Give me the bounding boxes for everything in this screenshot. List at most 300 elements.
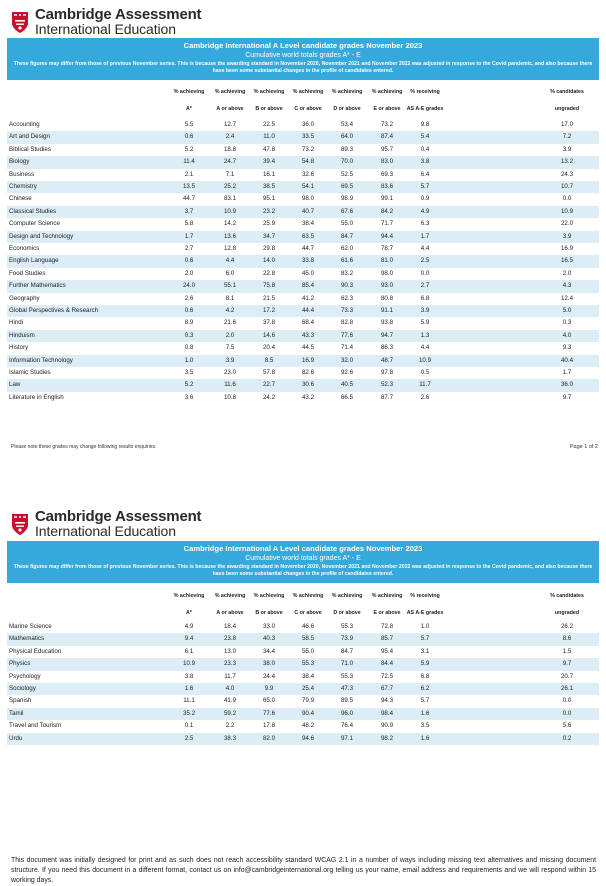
grade-percentage: 3.7	[184, 207, 194, 215]
column-header-line2: ungraded	[554, 610, 580, 616]
grade-percentage: 17.2	[262, 307, 276, 314]
page-number: Page 1 of 2	[569, 444, 598, 450]
grade-percentage: 34.7	[262, 232, 276, 240]
grade-percentage: 7.1	[225, 170, 235, 178]
grade-percentage: 6.2	[420, 685, 430, 692]
grade-percentage: 44.7	[301, 245, 315, 252]
column-header-line1: % achieving	[331, 593, 363, 599]
grade-percentage: 14.0	[262, 257, 276, 265]
grade-percentage: 14.2	[223, 220, 237, 228]
grade-percentage: 67.6	[340, 207, 354, 215]
grade-percentage: 85.7	[380, 635, 394, 643]
grade-percentage: 6.8	[420, 294, 430, 302]
table-row	[7, 708, 599, 720]
column-headers	[0, 592, 606, 622]
grade-percentage: 65.0	[262, 697, 276, 705]
table-row	[7, 355, 599, 367]
grade-percentage: 9.7	[562, 660, 572, 668]
grade-percentage: 9.3	[562, 344, 572, 352]
grade-percentage: 54.1	[301, 183, 315, 190]
subject-name: Urdu	[9, 734, 23, 742]
grade-percentage: 40.4	[560, 356, 574, 364]
grade-percentage: 25.4	[301, 685, 315, 692]
grade-percentage: 33.8	[301, 257, 315, 265]
grade-percentage: 0.6	[184, 307, 194, 314]
subject-name: Computer Science	[9, 220, 60, 228]
grade-percentage: 81.0	[380, 257, 394, 265]
grade-percentage: 10.7	[560, 183, 574, 190]
grade-percentage: 55.3	[301, 660, 315, 668]
grade-percentage: 82.6	[301, 369, 315, 376]
grade-percentage: 2.7	[184, 245, 194, 252]
table-row	[7, 392, 599, 404]
grade-percentage: 40.5	[340, 381, 354, 389]
grade-percentage: 93.0	[380, 282, 394, 290]
grade-percentage: 4.0	[225, 685, 235, 692]
grade-percentage: 5.9	[420, 319, 430, 327]
grade-percentage: 38.3	[223, 734, 237, 742]
grade-percentage: 1.7	[420, 232, 430, 240]
grade-percentage: 17.0	[560, 121, 574, 128]
subject-name: Law	[9, 381, 21, 389]
grade-percentage: 24.0	[182, 282, 196, 290]
table-row	[7, 621, 599, 633]
column-header-line2: AS A-E grades	[406, 610, 444, 616]
subject-name: Physical Education	[9, 647, 62, 655]
grade-percentage: 44.7	[182, 195, 196, 203]
column-header-line1: % achieving	[331, 89, 363, 95]
grade-percentage: 71.0	[340, 660, 354, 668]
grade-percentage: 40.7	[301, 207, 315, 215]
cambridge-shield-icon	[11, 513, 29, 536]
grade-percentage: 12.7	[223, 121, 237, 128]
table-row	[7, 646, 599, 658]
grade-percentage: 9.9	[264, 685, 274, 692]
table-row	[7, 243, 599, 255]
column-header-line1: % candidates	[550, 89, 584, 95]
grade-percentage: 10.9	[223, 207, 237, 215]
grade-percentage: 87.4	[380, 133, 394, 141]
grade-percentage: 82.0	[262, 734, 276, 742]
grade-percentage: 0.2	[562, 734, 572, 742]
column-header-line2: C or above	[294, 610, 322, 616]
grade-percentage: 95.4	[380, 647, 394, 655]
column-header-line2: A or above	[216, 106, 244, 112]
grade-percentage: 14.6	[262, 331, 276, 339]
grade-percentage: 75.8	[262, 282, 276, 290]
subject-name: Classical Studies	[9, 207, 57, 215]
grade-percentage: 40.3	[262, 635, 276, 643]
grade-percentage: 62.3	[340, 294, 354, 302]
grade-percentage: 55.3	[340, 623, 354, 630]
subject-name: Islamic Studies	[9, 369, 51, 376]
table-row	[7, 658, 599, 670]
grade-percentage: 46.6	[301, 623, 315, 630]
grade-percentage: 69.3	[380, 170, 394, 178]
table-row	[7, 330, 599, 342]
table-row	[7, 255, 599, 267]
subject-name: Art and Design	[9, 133, 50, 141]
grade-percentage: 0.1	[184, 722, 194, 730]
grade-percentage: 68.4	[301, 319, 315, 327]
grade-percentage: 5.7	[420, 697, 430, 705]
table-row	[7, 206, 599, 218]
grade-percentage: 0.8	[184, 344, 194, 352]
table-row	[7, 733, 599, 745]
table-row	[7, 156, 599, 168]
grade-percentage: 73.3	[340, 307, 354, 314]
table-row	[7, 231, 599, 243]
grade-percentage: 9.4	[184, 635, 194, 643]
report-title: Cambridge International A Level candidate grades November 2023	[183, 41, 423, 50]
grade-percentage: 59.2	[223, 709, 237, 717]
grade-percentage: 61.6	[340, 257, 354, 265]
table-row	[7, 695, 599, 707]
grade-percentage: 38.4	[301, 220, 315, 228]
column-header-line2: E or above	[373, 610, 401, 616]
grade-percentage: 67.7	[380, 685, 394, 692]
grade-percentage: 5.6	[562, 722, 572, 730]
grade-percentage: 1.6	[420, 709, 430, 717]
grade-percentage: 8.6	[562, 635, 572, 643]
grade-percentage: 98.0	[380, 269, 394, 277]
column-headers	[0, 88, 606, 118]
grade-percentage: 94.3	[380, 697, 394, 705]
grade-percentage: 44.5	[301, 344, 315, 352]
column-header-line2: A*	[186, 106, 192, 112]
cambridge-shield-icon	[11, 11, 29, 34]
grade-percentage: 35.2	[182, 709, 196, 717]
grade-percentage: 95.7	[380, 145, 394, 153]
grade-percentage: 38.5	[262, 183, 276, 190]
grade-percentage: 52.3	[380, 381, 394, 389]
grade-percentage: 25.9	[262, 220, 276, 228]
column-header-line2: A or above	[216, 610, 244, 616]
grade-percentage: 16.1	[262, 170, 276, 178]
grade-percentage: 99.1	[380, 195, 394, 203]
subject-name: Literature in English	[9, 393, 64, 401]
grade-percentage: 11.6	[224, 381, 236, 389]
grade-percentage: 62.0	[340, 245, 354, 252]
column-header-line2: D or above	[333, 106, 361, 112]
table-row	[7, 317, 599, 329]
grade-percentage: 1.5	[562, 647, 572, 655]
grade-percentage: 0.3	[562, 319, 572, 327]
grade-percentage: 4.4	[420, 344, 430, 352]
subject-name: Travel and Tourism	[9, 722, 62, 730]
grade-percentage: 18.4	[223, 623, 237, 630]
grade-percentage: 2.0	[184, 269, 194, 277]
column-header-line1: % candidates	[550, 593, 584, 599]
subject-name: Spanish	[9, 697, 32, 705]
grade-percentage: 26.2	[560, 623, 574, 630]
subject-name: Economics	[9, 245, 40, 252]
table-row	[7, 671, 599, 683]
grade-percentage: 1.3	[420, 331, 430, 339]
subject-name: Mathematics	[9, 635, 45, 643]
column-header-line2: E or above	[373, 106, 401, 112]
grade-percentage: 29.8	[262, 245, 276, 252]
grade-percentage: 73.2	[380, 121, 394, 128]
grade-percentage: 1.6	[420, 734, 430, 742]
table-row	[7, 305, 599, 317]
column-header-line1: % achieving	[214, 89, 246, 95]
grade-percentage: 1.7	[184, 232, 194, 240]
grade-percentage: 13.0	[223, 647, 237, 655]
report-subtitle: Cumulative world totals grades A* - E	[245, 555, 361, 562]
grade-percentage: 66.5	[340, 393, 354, 401]
grade-percentage: 98.9	[340, 195, 354, 203]
grade-percentage: 92.6	[340, 369, 354, 376]
grade-percentage: 57.8	[262, 369, 276, 376]
grade-percentage: 33.5	[301, 133, 315, 141]
grade-percentage: 6.0	[225, 269, 235, 277]
subject-name: Biology	[9, 158, 30, 166]
grade-percentage: 82.8	[340, 319, 354, 327]
grade-percentage: 83.2	[340, 269, 354, 277]
grade-percentage: 13.6	[223, 232, 237, 240]
grade-percentage: 94.6	[301, 734, 315, 742]
grade-percentage: 89.3	[340, 145, 354, 153]
grade-percentage: 94.4	[380, 232, 394, 240]
table-row	[7, 379, 599, 391]
table-row	[7, 268, 599, 280]
grade-percentage: 71.7	[380, 220, 394, 228]
column-header-line2: ungraded	[554, 106, 580, 112]
grade-percentage: 11.7	[419, 381, 431, 389]
report-banner	[7, 541, 599, 583]
grade-percentage: 22.5	[262, 121, 276, 128]
grade-percentage: 0.9	[420, 195, 430, 203]
grade-percentage: 72.5	[380, 672, 394, 680]
grade-percentage: 23.3	[223, 660, 237, 668]
grade-percentage: 4.3	[562, 282, 572, 290]
grade-percentage: 37.8	[262, 319, 276, 327]
column-header-line1: % achieving	[214, 593, 246, 599]
column-header-line2: A*	[186, 610, 192, 616]
cambridge-logo	[11, 509, 201, 539]
grade-percentage: 84.4	[380, 660, 394, 668]
table-row	[7, 293, 599, 305]
grade-percentage: 55.3	[340, 672, 354, 680]
subject-name: Chinese	[9, 195, 32, 203]
column-header-line1: % achieving	[371, 593, 403, 599]
grade-percentage: 4.4	[420, 245, 430, 252]
grade-percentage: 32.6	[301, 170, 315, 178]
subject-name: Global Perspectives & Research	[9, 307, 99, 314]
table-row	[7, 181, 599, 193]
grade-percentage: 1.0	[420, 623, 430, 630]
grade-percentage: 97.8	[380, 369, 394, 376]
grade-percentage: 21.6	[223, 319, 237, 327]
grade-percentage: 2.5	[184, 734, 194, 742]
grade-percentage: 48.2	[301, 722, 315, 730]
grade-percentage: 0.0	[562, 709, 572, 717]
grade-percentage: 3.5	[420, 722, 430, 730]
grade-percentage: 11.7	[224, 672, 236, 680]
grade-percentage: 98.2	[380, 734, 394, 742]
grade-percentage: 2.2	[225, 722, 235, 730]
subject-name: Geography	[9, 294, 40, 302]
grade-percentage: 48.7	[380, 356, 394, 364]
grade-percentage: 93.8	[380, 319, 394, 327]
grade-percentage: 12.8	[223, 245, 237, 252]
column-header-line1: % achieving	[253, 593, 285, 599]
grade-percentage: 84.2	[380, 207, 394, 215]
grade-percentage: 0.0	[562, 195, 572, 203]
grade-percentage: 97.1	[340, 734, 354, 742]
grade-percentage: 2.7	[420, 282, 430, 290]
grade-percentage: 90.3	[340, 282, 354, 290]
table-row	[7, 342, 599, 354]
grade-percentage: 2.4	[225, 133, 235, 141]
grade-percentage: 39.4	[262, 158, 276, 166]
subject-name: Business	[9, 170, 35, 178]
grade-percentage: 2.5	[420, 257, 430, 265]
grade-percentage: 16.9	[301, 356, 315, 364]
grade-percentage: 3.1	[420, 647, 430, 655]
grade-percentage: 16.9	[560, 245, 574, 252]
grade-percentage: 7.5	[225, 344, 235, 352]
grade-percentage: 41.2	[301, 294, 315, 302]
grade-percentage: 1.6	[184, 685, 194, 692]
report-title: Cambridge International A Level candidate grades November 2023	[183, 544, 423, 553]
grade-percentage: 20.4	[262, 344, 276, 352]
grade-percentage: 2.6	[184, 294, 194, 302]
subject-name: Hindi	[9, 319, 24, 327]
report-note: These figures may differ from those of previous November series. This is because the awarding standard in November 2020, November 2021 and November 2022 was adjusted in response to the Covid pandemic, and also because there have been some substantial changes in the profile of candidates entered.	[13, 61, 593, 74]
grade-percentage: 70.0	[340, 158, 354, 166]
grade-percentage: 20.7	[560, 672, 574, 680]
grade-percentage: 98.4	[380, 709, 394, 717]
grade-percentage: 18.8	[223, 145, 237, 153]
column-header-line1: % receiving	[410, 89, 440, 95]
cambridge-logo	[11, 7, 201, 37]
grade-percentage: 36.0	[301, 121, 315, 128]
grade-percentage: 91.1	[380, 307, 394, 314]
grade-percentage: 3.9	[562, 232, 572, 240]
grade-percentage: 63.5	[301, 232, 315, 240]
subject-name: Chemistry	[9, 183, 37, 190]
grade-percentage: 10.9	[560, 207, 574, 215]
grade-percentage: 47.3	[340, 685, 354, 692]
grade-percentage: 23.2	[262, 207, 276, 215]
grade-percentage: 89.5	[340, 697, 354, 705]
grade-percentage: 22.8	[262, 269, 276, 277]
grade-percentage: 79.9	[301, 697, 315, 705]
results-page-2	[0, 500, 606, 884]
grade-percentage: 95.1	[262, 195, 276, 203]
grade-percentage: 13.2	[560, 158, 574, 166]
subject-name: English Language	[9, 257, 59, 265]
subject-name: Physics	[9, 660, 31, 668]
grade-percentage: 5.0	[562, 307, 572, 314]
grade-percentage: 55.0	[301, 647, 315, 655]
grade-percentage: 33.0	[262, 623, 276, 630]
column-header-line1: % achieving	[173, 89, 205, 95]
grade-percentage: 11.4	[183, 158, 195, 166]
grade-percentage: 26.1	[560, 685, 574, 692]
table-row	[7, 169, 599, 181]
grade-percentage: 90.9	[380, 722, 394, 730]
grade-percentage: 4.4	[225, 257, 235, 265]
grade-percentage: 3.6	[184, 393, 194, 401]
org-name-line2: International Education	[35, 21, 176, 37]
column-header-line2: AS A-E grades	[406, 106, 444, 112]
grade-percentage: 3.8	[184, 672, 194, 680]
grade-percentage: 11.1	[183, 697, 195, 705]
grade-percentage: 3.9	[225, 356, 235, 364]
grade-percentage: 10.9	[418, 356, 432, 364]
grade-percentage: 2.0	[562, 269, 572, 277]
grade-percentage: 5.2	[184, 381, 194, 389]
table-row	[7, 367, 599, 379]
grade-percentage: 0.5	[420, 369, 430, 376]
grade-percentage: 4.2	[225, 307, 235, 314]
table-row	[7, 633, 599, 645]
column-header-line2: B or above	[255, 610, 283, 616]
grade-percentage: 52.5	[340, 170, 354, 178]
grade-percentage: 54.8	[301, 158, 315, 166]
grade-percentage: 84.7	[340, 647, 354, 655]
grade-percentage: 55.0	[340, 220, 354, 228]
grade-percentage: 43.3	[301, 331, 315, 339]
grade-percentage: 23.8	[223, 635, 237, 643]
table-row	[7, 720, 599, 732]
grade-percentage: 24.4	[262, 672, 276, 680]
grade-percentage: 83.0	[380, 158, 394, 166]
grade-percentage: 43.2	[301, 393, 315, 401]
subject-name: Tamil	[9, 709, 24, 717]
grade-percentage: 8.9	[184, 319, 194, 327]
grade-percentage: 12.4	[560, 294, 574, 302]
grade-percentage: 85.4	[301, 282, 315, 290]
grade-percentage: 94.7	[380, 331, 394, 339]
grade-percentage: 4.9	[184, 623, 194, 630]
grade-percentage: 3.9	[562, 145, 572, 153]
grade-percentage: 23.0	[223, 369, 237, 376]
column-header-line1: % receiving	[410, 593, 440, 599]
grade-percentage: 71.4	[340, 344, 354, 352]
subject-name: History	[9, 344, 29, 352]
grade-percentage: 38.0	[262, 660, 276, 668]
grade-percentage: 84.7	[340, 232, 354, 240]
subject-name: Biblical Studies	[9, 145, 51, 153]
grade-percentage: 76.4	[340, 722, 354, 730]
grade-percentage: 69.5	[340, 183, 354, 190]
grade-percentage: 32.0	[340, 356, 354, 364]
org-name-line2: International Education	[35, 523, 176, 539]
grade-percentage: 9.7	[562, 393, 572, 401]
grade-percentage: 2.0	[225, 331, 235, 339]
grade-percentage: 41.9	[223, 697, 237, 705]
column-header-line2: C or above	[294, 106, 322, 112]
subject-name: Food Studies	[9, 269, 46, 277]
grade-percentage: 1.7	[562, 369, 572, 376]
grade-percentage: 3.8	[420, 158, 430, 166]
grade-percentage: 7.2	[562, 133, 572, 141]
grade-percentage: 13.5	[182, 183, 196, 190]
column-header-line1: % achieving	[292, 593, 324, 599]
grade-percentage: 24.3	[560, 170, 574, 178]
table-row	[7, 218, 599, 230]
grade-percentage: 72.8	[380, 623, 394, 630]
grade-percentage: 2.1	[184, 170, 194, 178]
grade-percentage: 36.0	[560, 381, 574, 389]
column-header-line2: B or above	[255, 106, 283, 112]
report-banner	[7, 38, 599, 80]
subject-name: Hinduism	[9, 331, 35, 339]
